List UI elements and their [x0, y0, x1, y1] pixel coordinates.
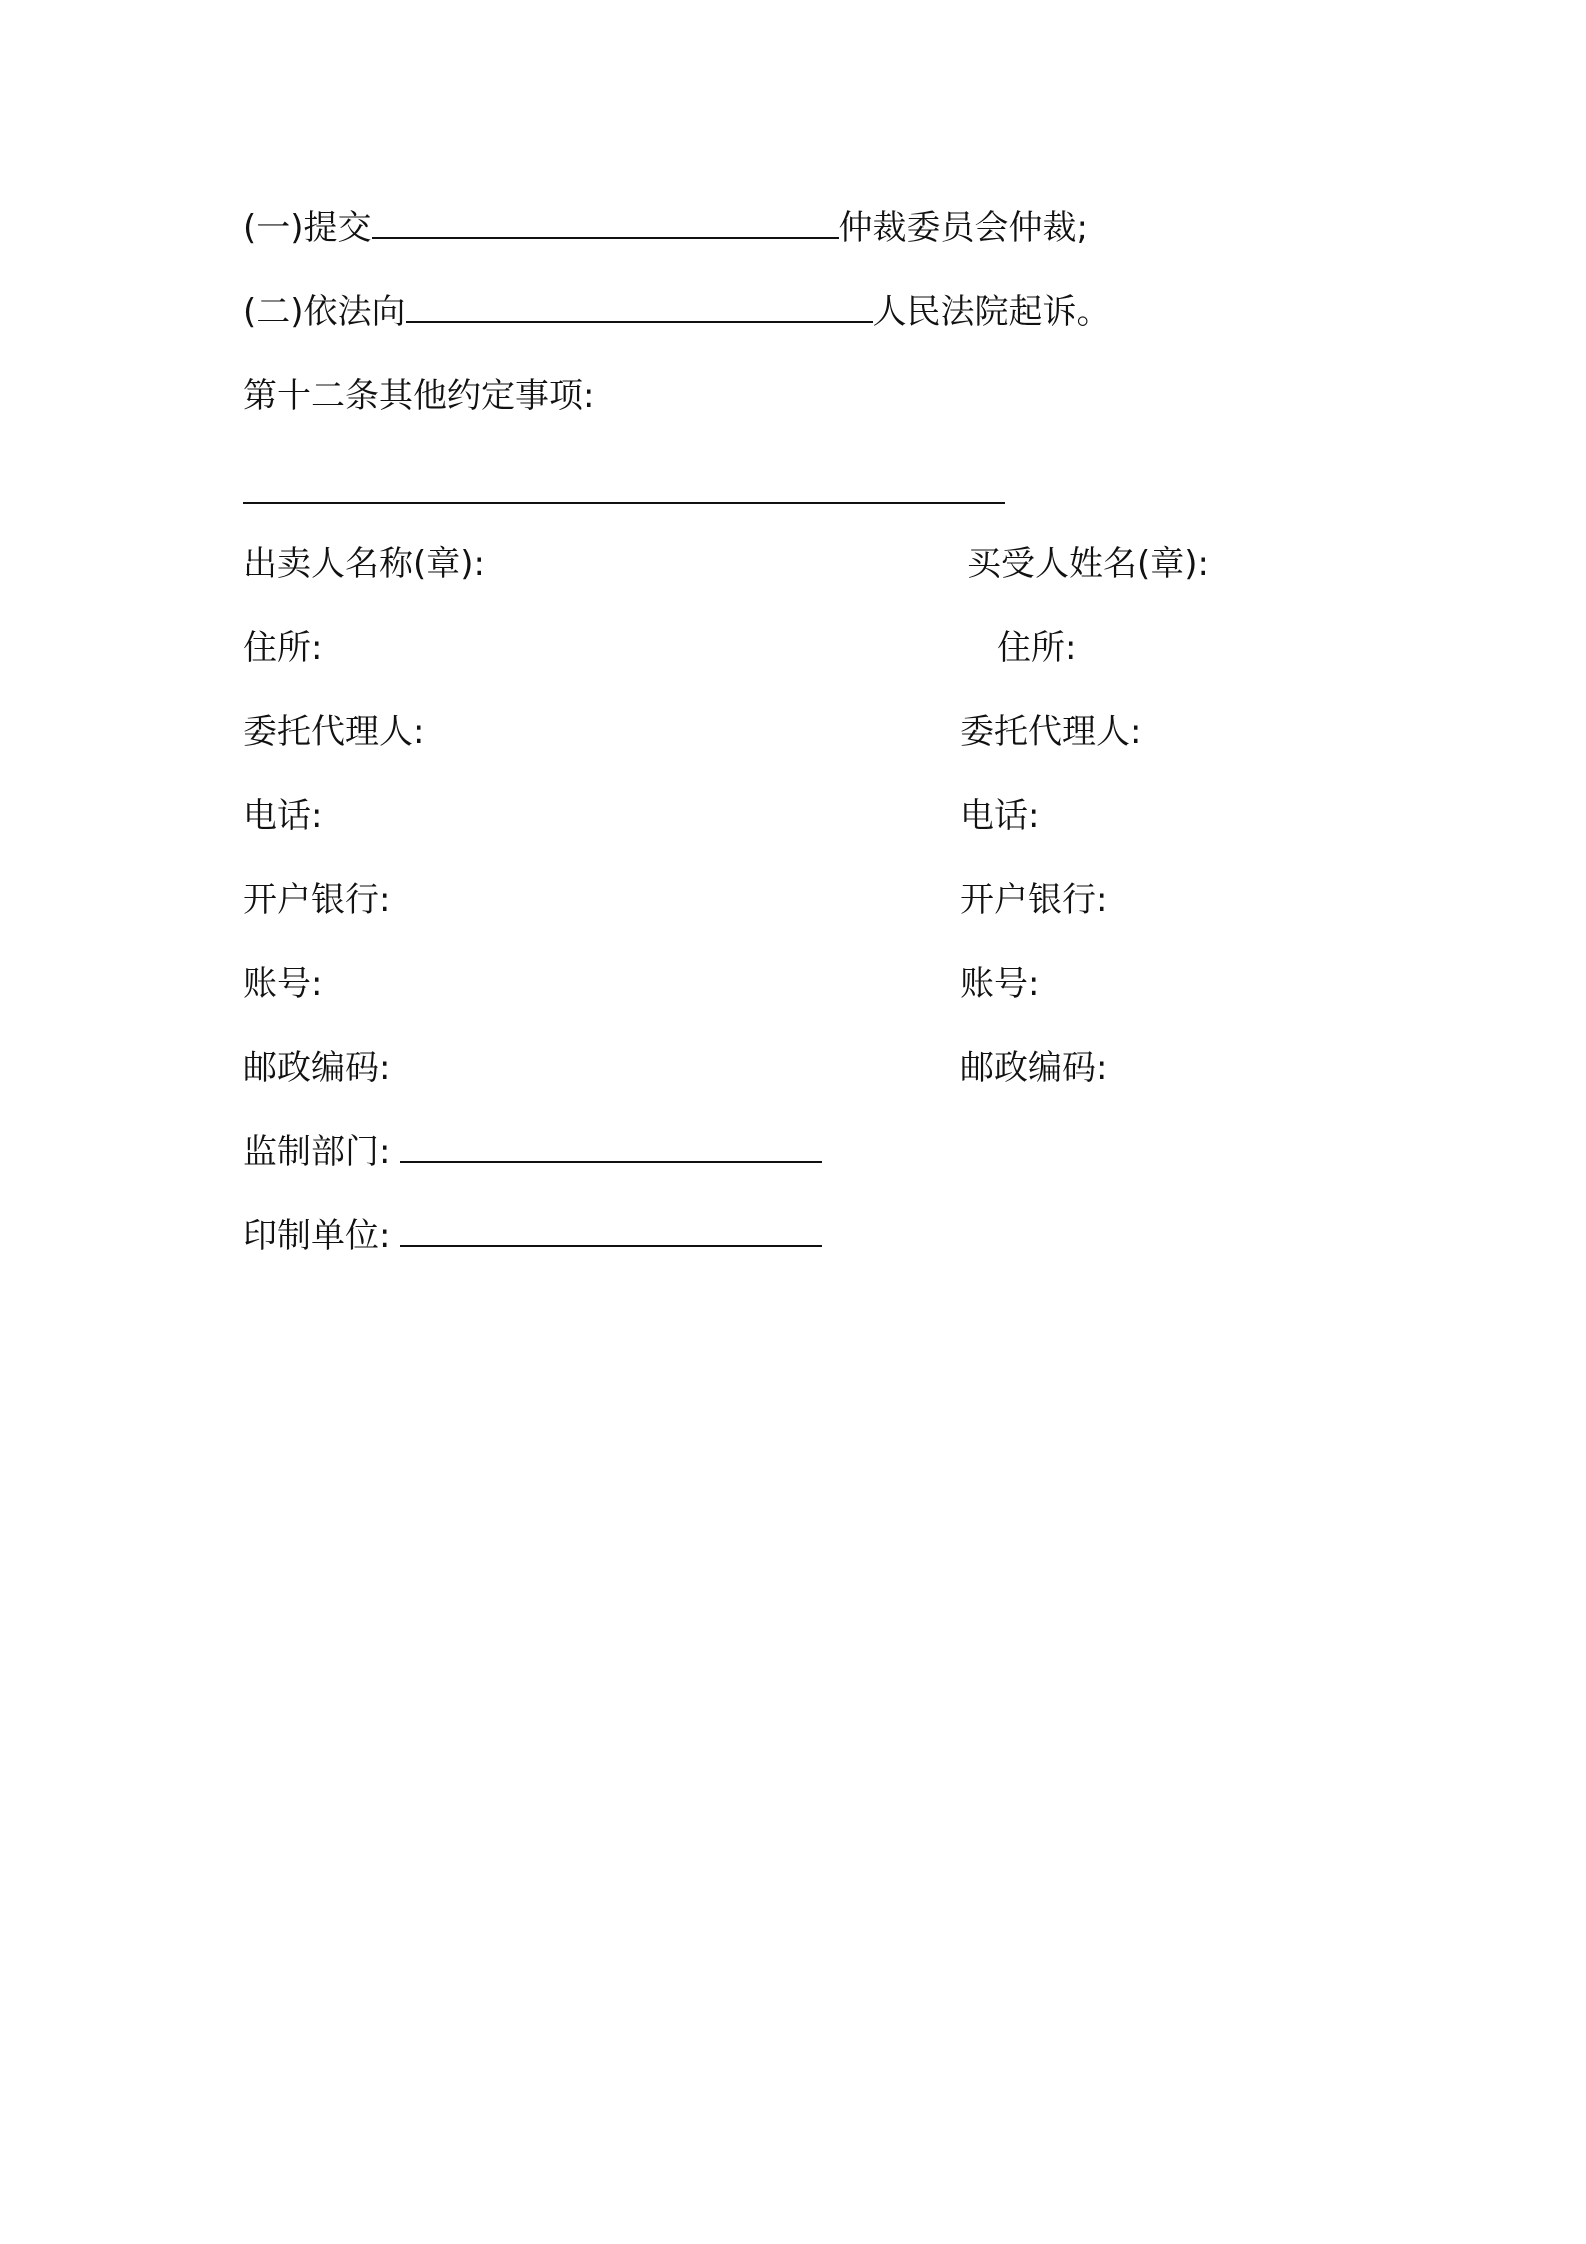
litigation-clause — [243, 290, 1111, 334]
arbitration-clause — [243, 206, 1088, 250]
court-name-blank — [406, 291, 873, 323]
buyer-postcode-label: 邮政编码: — [960, 1048, 1108, 1088]
litigation-clause-suffix: 人民法院起诉。 — [872, 292, 1111, 332]
printer-blank — [400, 1215, 822, 1247]
supervisor-label: 监制部门: — [243, 1132, 391, 1172]
seller-phone-label: 电话: — [243, 796, 323, 836]
seller-address-label: 住所: — [243, 628, 323, 668]
arbitration-clause-suffix: 仲裁委员会仲裁; — [838, 208, 1088, 248]
litigation-clause-prefix: (二)依法向 — [243, 292, 406, 332]
buyer-bank-label: 开户银行: — [960, 880, 1108, 920]
buyer-name-label: 买受人姓名(章): — [967, 544, 1209, 584]
seller-account-label: 账号: — [243, 964, 323, 1004]
supervisor-blank — [400, 1131, 822, 1163]
seller-bank-label: 开户银行: — [243, 880, 391, 920]
seller-postcode-label: 邮政编码: — [243, 1048, 391, 1088]
buyer-account-label: 账号: — [960, 964, 1040, 1004]
article-12-heading: 第十二条其他约定事项: — [243, 376, 595, 416]
buyer-address-label: 住所: — [997, 628, 1077, 668]
printer-line — [243, 1214, 822, 1258]
other-terms-blank-line — [243, 502, 1005, 504]
seller-name-label: 出卖人名称(章): — [243, 544, 485, 584]
supervisor-line — [243, 1130, 822, 1174]
buyer-phone-label: 电话: — [960, 796, 1040, 836]
arbitration-clause-prefix: (一)提交 — [243, 208, 372, 248]
seller-agent-label: 委托代理人: — [243, 712, 425, 752]
arbitration-commission-blank — [372, 207, 839, 239]
buyer-agent-label: 委托代理人: — [960, 712, 1142, 752]
printer-label: 印制单位: — [243, 1216, 391, 1256]
